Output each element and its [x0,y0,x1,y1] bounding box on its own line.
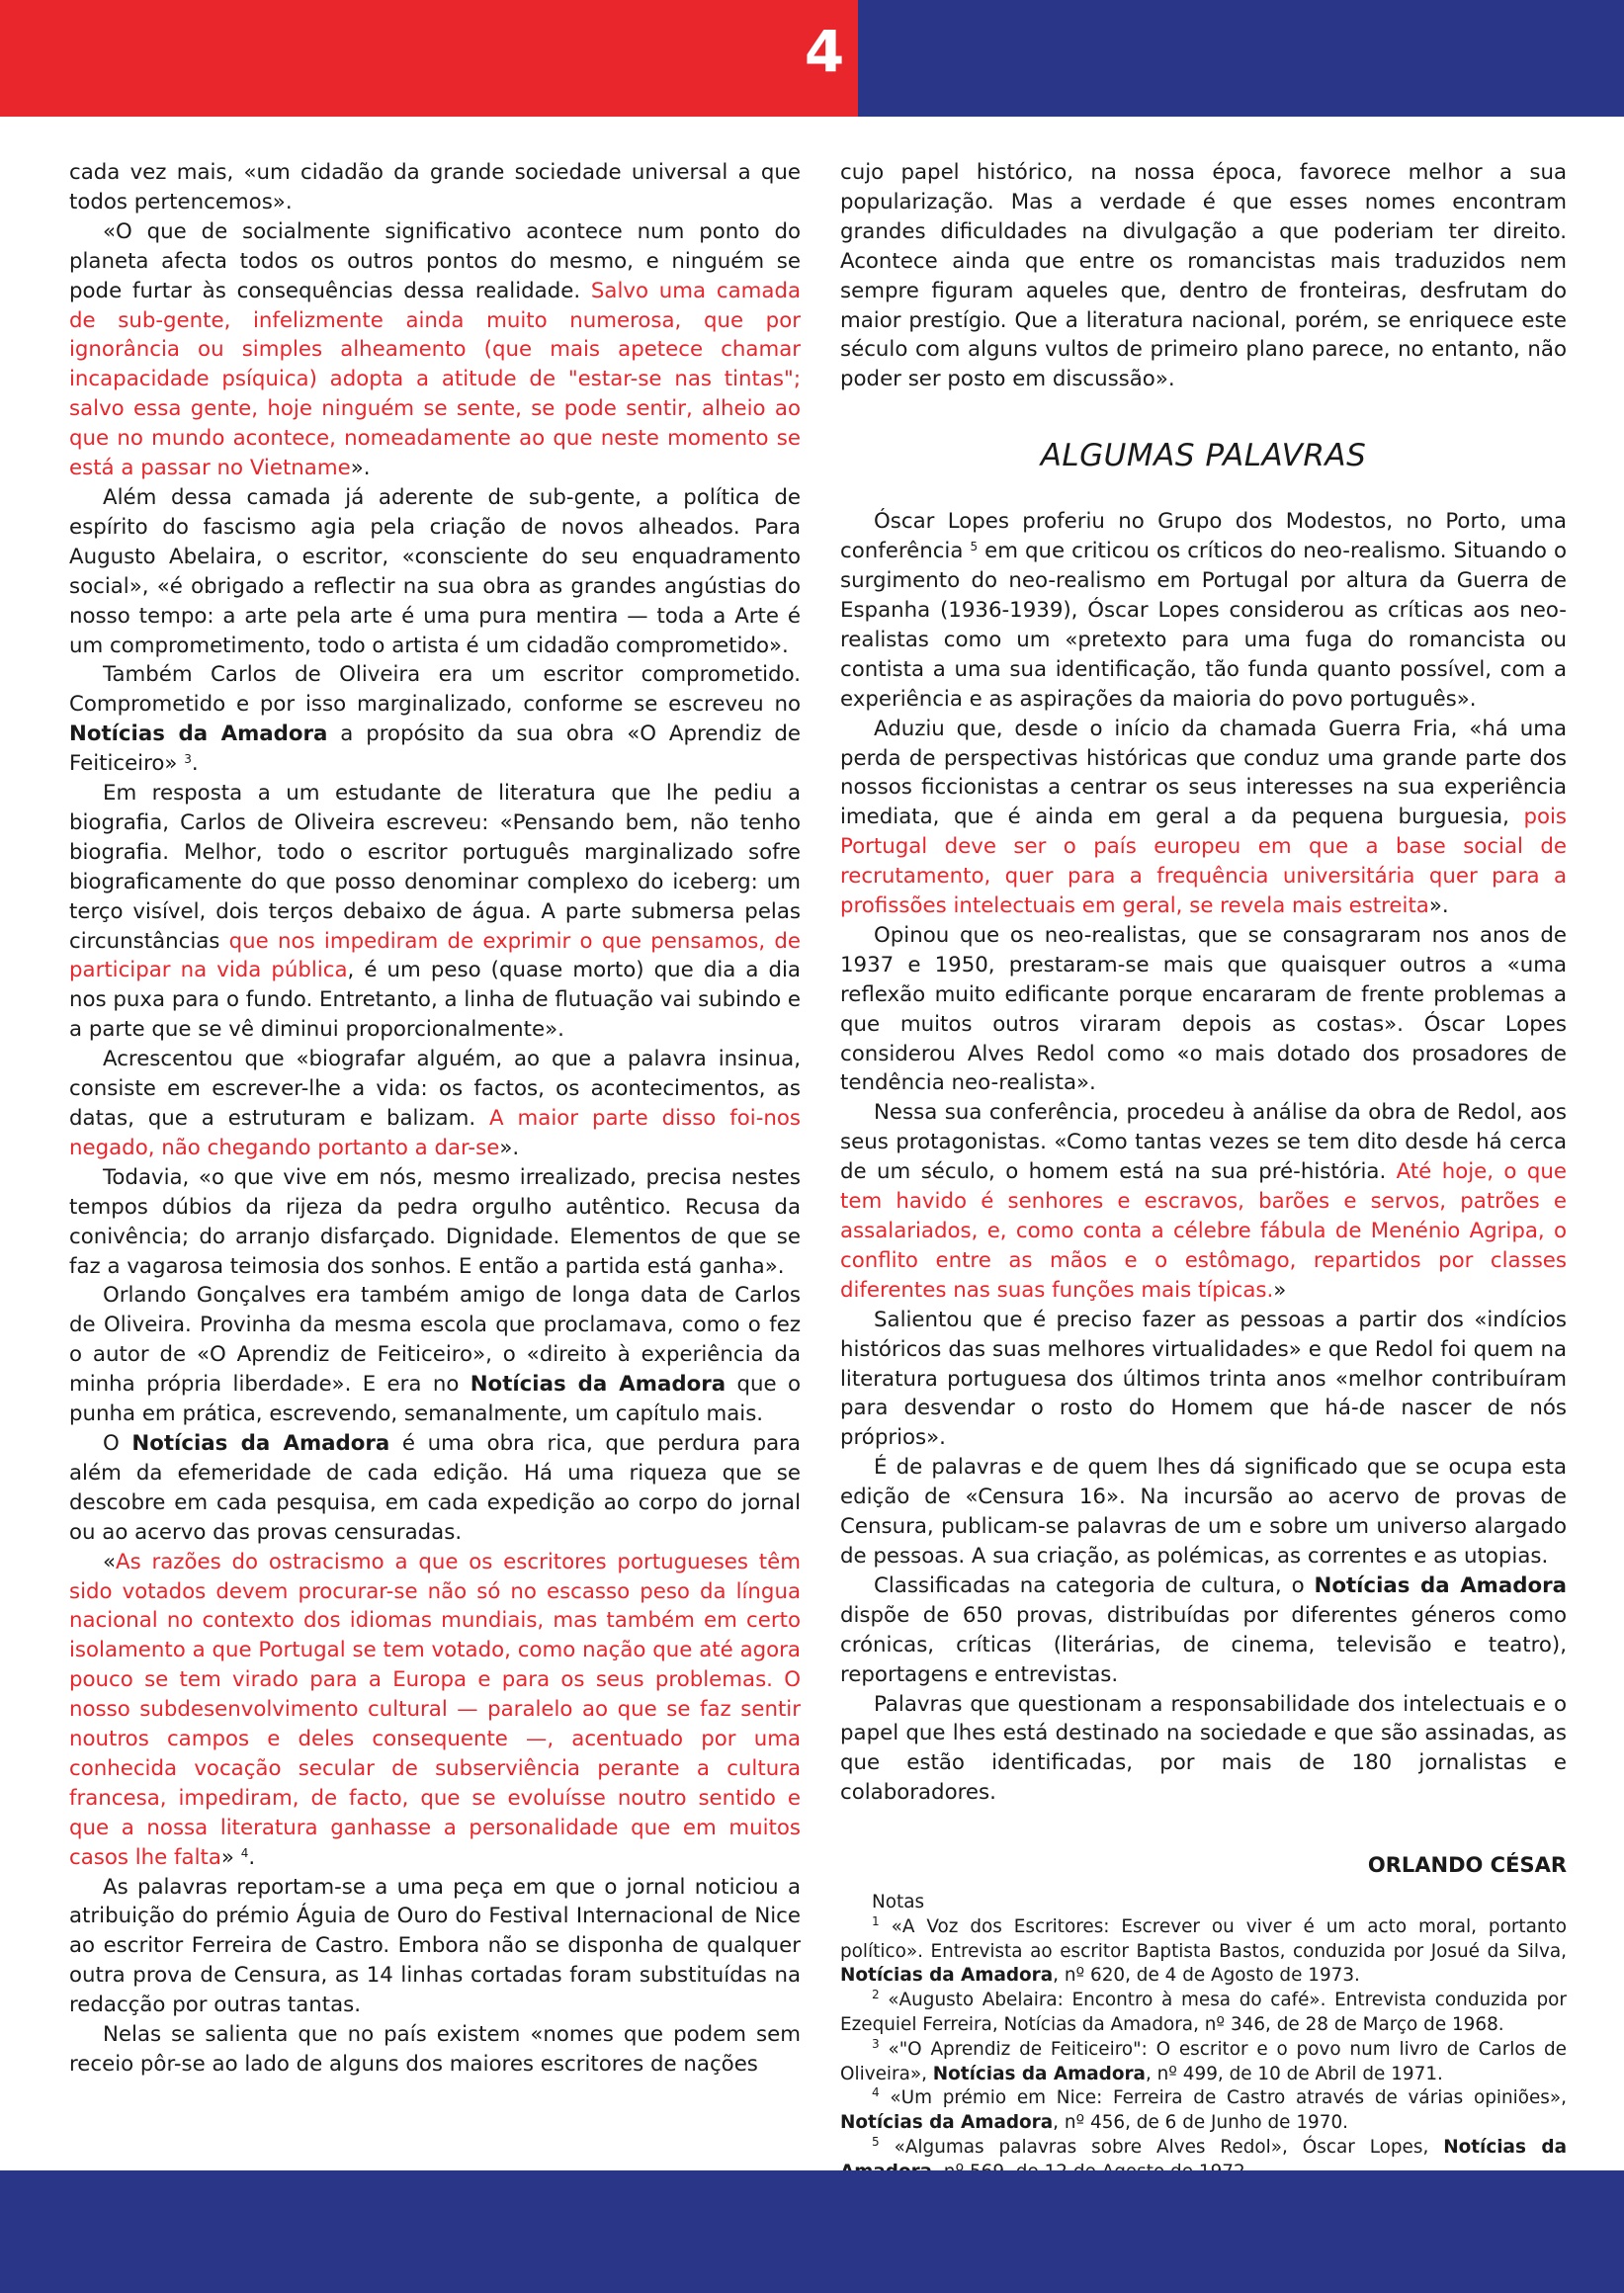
paragraph [840,1098,1567,1305]
paragraph [840,715,1567,921]
text-run: ». [1428,893,1449,919]
notes-section [840,1891,1567,2211]
text-run: em que criticou os críticos do neo-realismo. Situando o surgimento do neo-realismo em Portugal por altura da Guerra de Espanha (1936-1939), Óscar Lopes considerou as críticas aos neo-realistas como um «pretexto para uma fuga do romancista ou contista a uma sua identificação, tão funda quanto possível, com a experiência e as aspirações da maioria do povo português». [840,539,1567,712]
text-run: Também Carlos de Oliveira era um escritor comprometido. Comprometido e por isso marginalizado, conforme se escreveu no [69,662,801,718]
text-run: . [191,751,199,777]
paragraph [69,1281,801,1429]
text-run: é uma obra rica, que perdura para além da efemeridade de cada edição. Há uma riqueza que se descobre em cada pesquisa, em cada expedição ao corpo do jornal ou ao acervo das provas censuradas. [69,1430,801,1545]
footnote [840,2038,1567,2087]
censored-text: Salvo uma camada de sub-gente, infelizmente ainda muito numerosa, que por ignorância ou simples alheamento (que mais apetece chamar incapacidade psíquica) adopta a atitude de "estar-se nas tintas"; salvo essa gente, hoje ninguém se sente, se pode sentir, alheio ao que no mundo acontece, nomeadamente ao que neste momento se está a passar no Vietname [69,278,802,481]
page-header-band [0,0,1624,117]
paragraph [69,1429,801,1548]
text-run: Além dessa camada já aderente de sub-gente, a política de espírito do fascismo agia pela criação de novos alheados. Para Augusto Abelaira, o escritor, «consciente do seu enquadramento social», «é obrigado a reflectir na sua obra as grandes angústias do nosso tempo: a arte pela arte é uma pura mentira — toda a Arte é um comprometimento, todo o artista é um cidadão comprometido». [69,484,801,658]
page-number: 4 [804,18,845,85]
newspaper-name: Notícias da Amadora [470,1372,727,1398]
text-run: a propósito da sua obra «O Aprendiz de Feiticeiro» [69,722,801,777]
text-run: » [1273,1277,1287,1303]
text-run: O [103,1430,132,1456]
text-run: dispõe de 650 provas, distribuídas por diferentes géneros como crónicas, críticas (literárias, de cinema, televisão e teatro), reportagens e entrevistas. [840,1602,1567,1687]
text-run: Palavras que questionam a responsabilidade dos intelectuais e o papel que lhes está destinado na sociedade e que são assinadas, as que estão identificadas, por mais de 180 jornalistas e colaboradores. [840,1691,1567,1806]
text-run: cujo papel histórico, na nossa época, favorece melhor a sua popularização. Mas a verdade é que esses nomes encontram grandes dificuldades na divulgação a que poderiam ter direito. Acontece ainda que entre os romancistas mais traduzidos nem sempre figuram aqueles que, dentro de fronteiras, desfrutam do maior prestígio. Que a literatura nacional, porém, se enriquece este século com alguns vultos de primeiro plano parece, no entanto, não poder ser posto em discussão». [840,160,1567,392]
newspaper-name: Notícias da Amadora [69,722,328,747]
paragraph [69,483,801,660]
newspaper-name: Notícias da Amadora [840,2112,1054,2134]
left-column-body [69,158,801,2080]
text-run: ». [350,456,371,481]
text-run: Nessa sua conferência, procedeu à análise da obra de Redol, aos seus protagonistas. «Como tantas vezes se tem dito desde há cerca de um século, o homem está na sua pré-história. [840,1100,1567,1185]
text-run: «O que de socialmente significativo acontece num ponto do planeta afecta todos os outros pontos do mesmo, e ninguém se pode furtar às consequências dessa realidade. [69,218,801,303]
footnote-ref: 2 [872,1988,880,2002]
text-run: Classificadas na categoria de cultura, o [874,1572,1315,1598]
text-run: «A Voz dos Escritores: Escrever ou viver é um acto moral, portanto político». Entrevista ao escritor Baptista Bastos, conduzida por Josué da Silva, [840,1915,1567,1962]
text-run: Em resposta a um estudante de literatura que lhe pediu a biografia, Carlos de Oliveira escreveu: «Pensando bem, não tenho biografia. Melhor, todo o escritor português marginalizado sofre biograficamente do que posso denominar complexo do iceberg: um terço visível, dois terços debaixo de água. A parte submersa pelas circunstâncias [69,781,801,954]
text-run: «Augusto Abelaira: Encontro à mesa do café». Entrevista conduzida por Ezequiel Ferreira, Notícias da Amadora, nº 346, de 28 de Março de 1968. [840,1990,1567,2036]
paragraph [69,1045,801,1163]
paragraph [840,1306,1567,1454]
censored-text: As razões do ostracismo a que os escritores portugueses têm sido votados devem procurar-se não só no escasso peso da língua nacional no contexto dos idiomas mundiais, mas também em certo isolamento a que Portugal se tem votado, como nação que até agora pouco se tem virado para a Europa e para os seus problemas. O nosso subdesenvolvimento cultural — paralelo ao que se faz sentir noutros campos e deles consequente —, acentuado por uma conhecida vocação secular de subserviência perante a cultura francesa, impediram, de facto, que se evoluísse noutro sentido e que a nossa literatura ganhasse a personalidade que em muitos casos lhe falta [69,1549,801,1870]
newspaper-name: Notícias da [1443,2137,1567,2158]
text-run: Todavia, «o que vive em nós, mesmo irrealizado, precisa nestes tempos dúbios da rijeza da pedra orgulho autêntico. Recusa da conivência; do arranjo disfarçado. Dignidade. Elementos de que se faz a vagarosa teimosia dos sonhos. E então a partida está ganha». [69,1164,801,1279]
text-run: cada vez mais, «um cidadão da grande sociedade universal a que todos pertencemos». [69,160,801,214]
text-run: , nº 456, de 6 de Junho de 1970. [1053,2112,1348,2134]
footnote-ref: 3 [872,2036,880,2051]
page-footer-band [0,2170,1624,2293]
newspaper-name: Notícias da Amadora [131,1430,390,1456]
paragraph [69,217,801,483]
paragraph [840,1571,1567,1690]
paragraph [840,1690,1567,1809]
author-signature: ORLANDO CÉSAR [1367,1853,1567,1878]
text-run: Óscar Lopes proferiu no Grupo dos Modestos, no Porto, uma conferência [840,509,1567,564]
footnote-ref: 5 [970,540,979,554]
censored-text: pois Portugal deve ser o país europeu em que a base social de recrutamento, quer para a frequência universitária quer para a profissões intelectuais em geral, se revela mais estreita [840,805,1567,919]
footnote-ref: 4 [240,1845,249,1860]
paragraph [840,158,1567,394]
footnote [840,1989,1567,2038]
text-run: Acrescentou que «biografar alguém, ao que a palavra insinua, consiste em escrever-lhe a vida: os factos, os acontecimentos, as datas, que a estruturam e balizam. [69,1047,801,1131]
paragraph [69,158,801,217]
left-column [69,158,801,2080]
notes-title: Notas [872,1892,925,1913]
text-run: Nelas se salienta que no país existem «nomes que podem sem receio pôr-se ao lado de alguns dos maiores escritores de nações [69,2022,801,2077]
text-run: Aduziu que, desde o início da chamada Guerra Fria, «há uma perda de perspectivas históricas que conduz uma grande parte dos nossos ficcionistas a centrar os seus interesses na sua experiência imediata, que é ainda em geral a da pequena burguesia, [840,716,1567,830]
right-column-intro [840,158,1567,394]
paragraph [840,921,1567,1098]
text-run: , nº 499, de 10 de Abril de 1971. [1145,2063,1443,2084]
paragraph [69,1548,801,1873]
paragraph [69,2020,801,2080]
paragraph [840,507,1567,714]
text-run: «Um prémio em Nice: Ferreira de Castro através de várias opiniões», [879,2087,1567,2109]
footnote-ref: 5 [872,2135,880,2149]
text-run: , nº 620, de 4 de Agosto de 1973. [1053,1965,1360,1987]
text-run: . [248,1844,256,1870]
censored-text: que nos impediram de exprimir o que pensamos, de participar na vida pública [69,928,801,983]
right-column [840,158,1567,2211]
header-navy-block [858,0,1624,117]
section-heading: ALGUMAS PALAVRAS [1040,438,1367,474]
text-run: As palavras reportam-se a uma peça em que o jornal noticiou a atribuição do prémio Águia de Ouro do Festival Internacional de Nice ao escritor Ferreira de Castro. Embora não se disponha de qualquer outra prova de Censura, as 14 linhas cortadas foram substituídas na redacção por outras tantas. [69,1874,801,2018]
footnote-ref: 4 [872,2085,880,2100]
paragraph [840,1453,1567,1571]
text-run: «"O Aprendiz de Feiticeiro": O escritor e o povo num livro de Carlos de Oliveira», [840,2038,1567,2084]
newspaper-name: Notícias da Amadora [932,2063,1146,2084]
text-run: que o punha em prática, escrevendo, semanalmente, um capítulo mais. [69,1372,801,1427]
text-run: ». [499,1135,520,1160]
censored-text: Até hoje, o que tem havido é senhores e escravos, barões e servos, patrões e assalariados, e, como conta a célebre fábula de Menénio Agripa, o conflito entre as mãos e o estômago, repartidos por classes diferentes nas suas funções mais típicas. [840,1159,1567,1303]
newspaper-name: Notícias da Amadora [1314,1572,1567,1598]
paragraph [69,1873,801,2021]
text-run: «Algumas palavras sobre Alves Redol», Óscar Lopes, [879,2137,1444,2158]
text-run: « [103,1549,117,1574]
paragraph [69,1163,801,1282]
text-run: Opinou que os neo-realistas, que se consagraram nos anos de 1937 e 1950, prestaram-se mais que quaisquer outros a «uma reflexão muito edificante porque encararam de frente problemas a que muitos outros viraram depois as costas». Óscar Lopes considerou Alves Redol como «o mais dotado dos prosadores de tendência neo-realista». [840,922,1567,1096]
footnote-ref: 3 [184,752,192,767]
text-run: » [220,1844,241,1870]
paragraph [69,779,801,1045]
newspaper-name: Notícias da Amadora [840,1965,1054,1987]
footnote-ref: 1 [872,1913,880,1928]
text-run: É de palavras e de quem lhes dá significado que se ocupa esta edição de «Censura 16». Na incursão ao acervo de provas de Censura, publicam-se palavras de um e sobre um universo alargado de pessoas. A sua criação, as polémicas, as correntes e as utopias. [840,1455,1567,1569]
notes-list [840,1915,1567,2185]
paragraph [69,660,801,779]
text-run: Orlando Gonçalves era também amigo de longa data de Carlos de Oliveira. Provinha da mesma escola que proclamava, como o fez o autor de «O Aprendiz de Feiticeiro», o «direito à experiência da minha própria liberdade». E era no [69,1283,801,1398]
censored-text: A maior parte disso foi-nos negado, não chegando portanto a dar-se [69,1106,801,1160]
footnote [840,1915,1567,1989]
text-run: , é um peso (quase morto) que dia a dia nos puxa para o fundo. Entretanto, a linha de flutuação vai subindo e a parte que se vê diminui proporcionalmente». [69,958,802,1043]
right-column-body [840,507,1567,1808]
footnote [840,2086,1567,2136]
header-red-block [0,0,858,117]
text-run: Salientou que é preciso fazer as pessoas a partir dos «indícios históricos das suas melhores virtualidades» e que Redol foi quem na literatura portuguesa dos últimos trinta anos «melhor contribuíram para desvendar o rosto do Homem que há-de nascer de nós próprios». [840,1307,1567,1451]
